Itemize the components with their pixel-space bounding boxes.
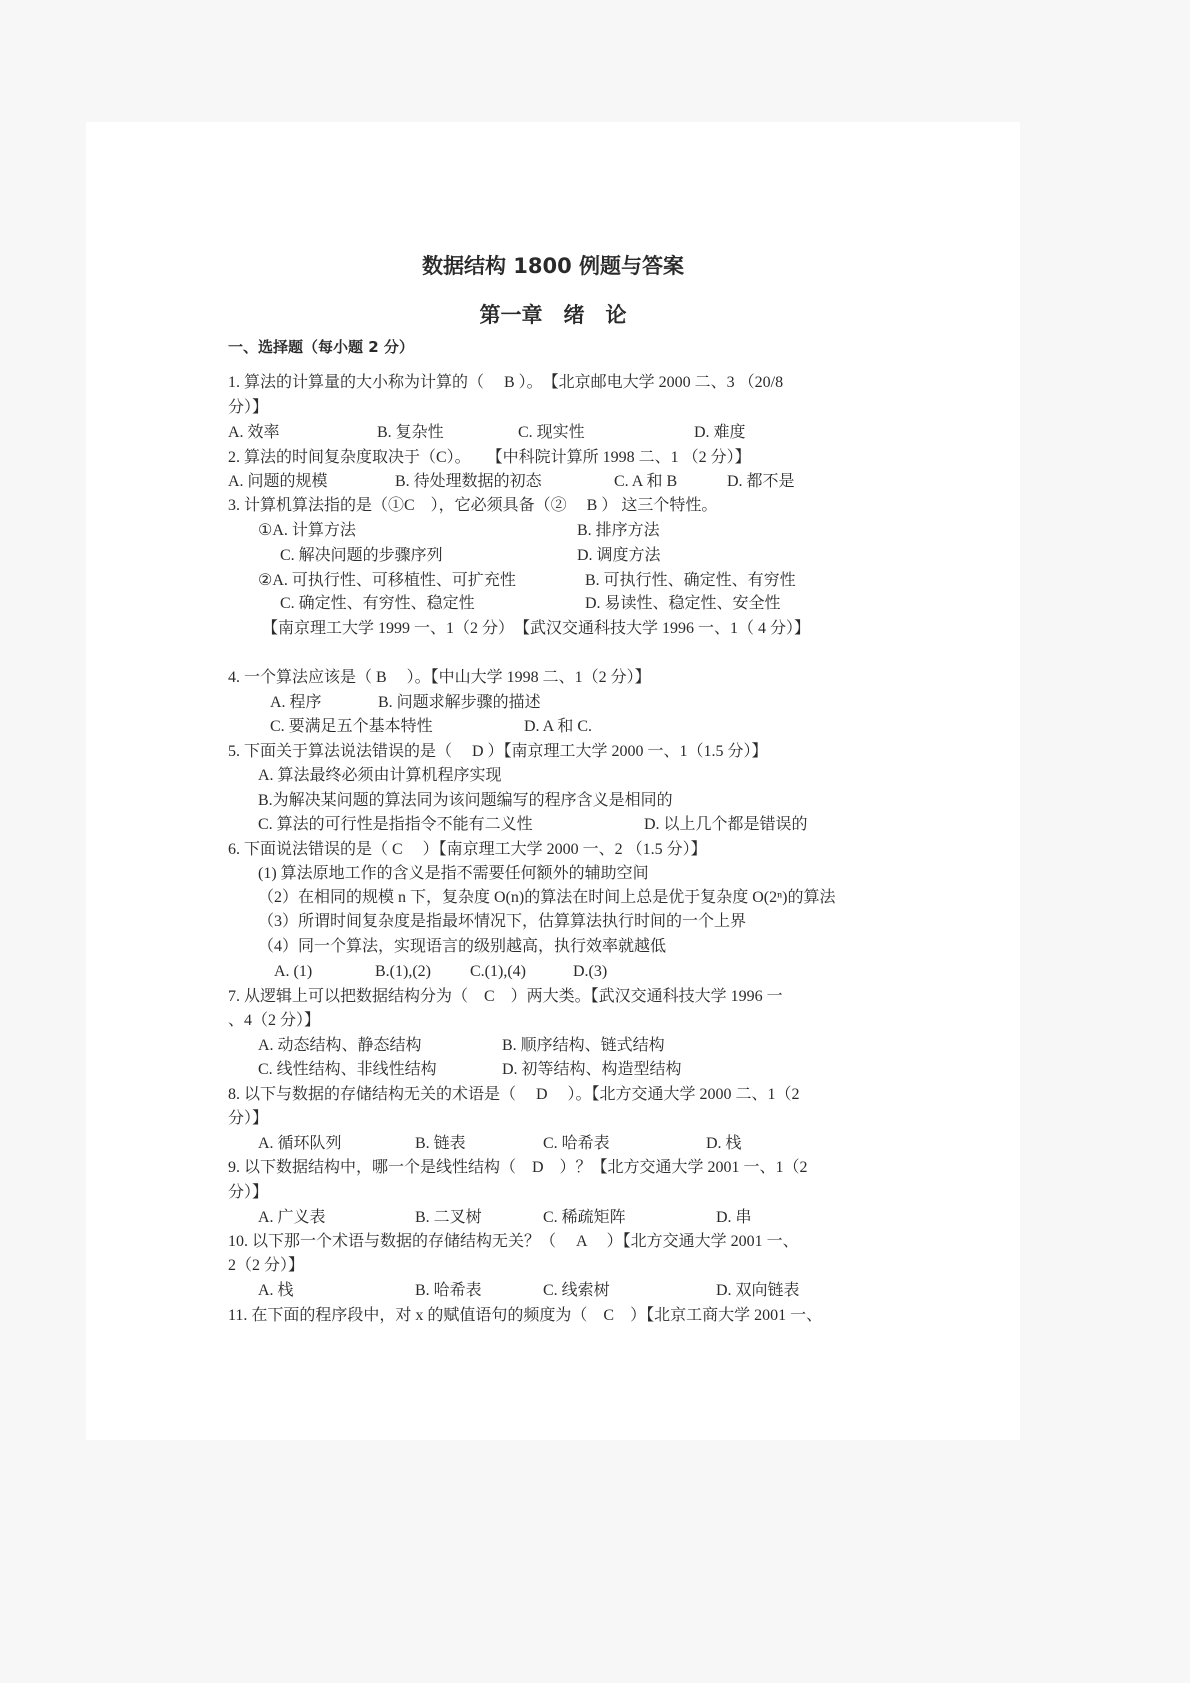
option: B.为解决某问题的算法同为该问题编写的程序含义是相同的 <box>258 792 673 809</box>
question-8-stem-cont: 分）】 <box>228 1110 269 1127</box>
option: C. 算法的可行性是指指令不能有二义性 <box>258 816 533 833</box>
question-5-stem: 5. 下面关于算法说法错误的是（ D ）【南京理工大学 2000 一、1（1.5 分）】 <box>228 743 768 760</box>
option: D. 栈 <box>706 1135 742 1152</box>
option: B.(1),(2) <box>375 963 431 980</box>
statement: (1) 算法原地工作的含义是指不需要任何额外的辅助空间 <box>258 865 649 882</box>
question-4-stem: 4. 一个算法应该是（ B ）。【中山大学 1998 二、1（2 分）】 <box>228 669 651 686</box>
option: D. 双向链表 <box>716 1282 800 1299</box>
question-7-stem: 7. 从逻辑上可以把数据结构分为（ C ）两大类。【武汉交通科技大学 1996 一 <box>228 988 783 1005</box>
option: ①A. 计算方法 <box>258 522 356 539</box>
option: C. A 和 B <box>614 473 678 490</box>
option: A. (1) <box>274 963 313 980</box>
option: D. 难度 <box>694 424 746 441</box>
option: C. 线性结构、非线性结构 <box>258 1061 437 1078</box>
option: A. 程序 <box>270 694 322 711</box>
question-3-reference: 【南京理工大学 1999 一、1（2 分） 【武汉交通科技大学 1996 一、1（ 4 分）】 <box>262 620 811 637</box>
option: D. 调度方法 <box>577 547 661 564</box>
option: D. 易读性、稳定性、安全性 <box>585 595 781 612</box>
option: C. 确定性、有穷性、稳定性 <box>280 595 475 612</box>
statement: （4）同一个算法，实现语言的级别越高，执行效率就越低 <box>258 938 667 955</box>
option: C. 稀疏矩阵 <box>543 1209 626 1226</box>
document-title: 数据结构 1800 例题与答案 <box>421 254 685 278</box>
option: B. 复杂性 <box>377 424 444 441</box>
option: B. 哈希表 <box>415 1282 482 1299</box>
option: C. 解决问题的步骤序列 <box>280 547 443 564</box>
option: ②A. 可执行性、可移植性、可扩充性 <box>258 572 516 589</box>
option: C.(1),(4) <box>470 963 526 980</box>
option: C. 现实性 <box>518 424 585 441</box>
option: A. 问题的规模 <box>228 473 328 490</box>
option: B. 链表 <box>415 1135 466 1152</box>
question-9-stem-cont: 分）】 <box>228 1184 269 1201</box>
statement: （2）在相同的规模 n 下，复杂度 O(n)的算法在时间上总是优于复杂度 O(2ⁿ)的算法 <box>258 889 836 906</box>
question-1-stem: 1. 算法的计算量的大小称为计算的（ B ）。 【北京邮电大学 2000 二、3 （20/8 <box>228 374 784 391</box>
chapter-heading: 第一章 绪 论 <box>479 303 627 327</box>
option: D. 以上几个都是错误的 <box>644 816 808 833</box>
option: B. 二叉树 <box>415 1209 482 1226</box>
option: A. 广义表 <box>258 1209 326 1226</box>
question-11-stem: 11. 在下面的程序段中，对 x 的赋值语句的频度为（ C ）【北京工商大学 2001 一、 <box>228 1307 823 1324</box>
option: A. 栈 <box>258 1282 294 1299</box>
option: C. 要满足五个基本特性 <box>270 718 433 735</box>
option: A. 循环队列 <box>258 1135 342 1152</box>
question-3-stem: 3. 计算机算法指的是（①C ），它必须具备（② B ） 这三个特性。 <box>228 497 718 514</box>
question-6-stem: 6. 下面说法错误的是（ C ）【南京理工大学 2000 一、2 （1.5 分）】 <box>228 841 707 858</box>
option: B. 可执行性、确定性、有穷性 <box>585 572 796 589</box>
option: C. 线索树 <box>543 1282 610 1299</box>
option: B. 顺序结构、链式结构 <box>502 1037 665 1054</box>
question-7-stem-cont: 、4（2 分）】 <box>228 1012 321 1029</box>
question-1-stem-cont: 分）】 <box>228 399 269 416</box>
option: D. 串 <box>716 1209 752 1226</box>
option: B. 问题求解步骤的描述 <box>378 694 541 711</box>
option: D. 都不是 <box>727 473 795 490</box>
option: B. 待处理数据的初态 <box>395 473 542 490</box>
option: A. 算法最终必须由计算机程序实现 <box>258 767 502 784</box>
option: A. 动态结构、静态结构 <box>258 1037 422 1054</box>
question-10-stem: 10. 以下那一个术语与数据的存储结构无关？（ A ）【北方交通大学 2001 一、 <box>228 1233 799 1250</box>
option: D. A 和 C. <box>524 718 593 735</box>
option: D. 初等结构、构造型结构 <box>502 1061 682 1078</box>
option: B. 排序方法 <box>577 522 660 539</box>
question-2-stem: 2. 算法的时间复杂度取决于（C）。 【中科院计算所 1998 二、1 （2 分）】 <box>228 449 751 466</box>
question-10-stem-cont: 2（2 分）】 <box>228 1257 305 1274</box>
option: D.(3) <box>573 963 608 980</box>
question-8-stem: 8. 以下与数据的存储结构无关的术语是（ D ）。【北方交通大学 2000 二、1（2 <box>228 1086 800 1103</box>
statement: （3）所谓时间复杂度是指最坏情况下，估算算法执行时间的一个上界 <box>258 913 747 930</box>
option: C. 哈希表 <box>543 1135 610 1152</box>
question-9-stem: 9. 以下数据结构中，哪一个是线性结构（ D ）？【北方交通大学 2001 一、1（2 <box>228 1159 808 1176</box>
option: A. 效率 <box>228 424 280 441</box>
section-heading: 一、选择题（每小题 2 分） <box>228 338 414 356</box>
